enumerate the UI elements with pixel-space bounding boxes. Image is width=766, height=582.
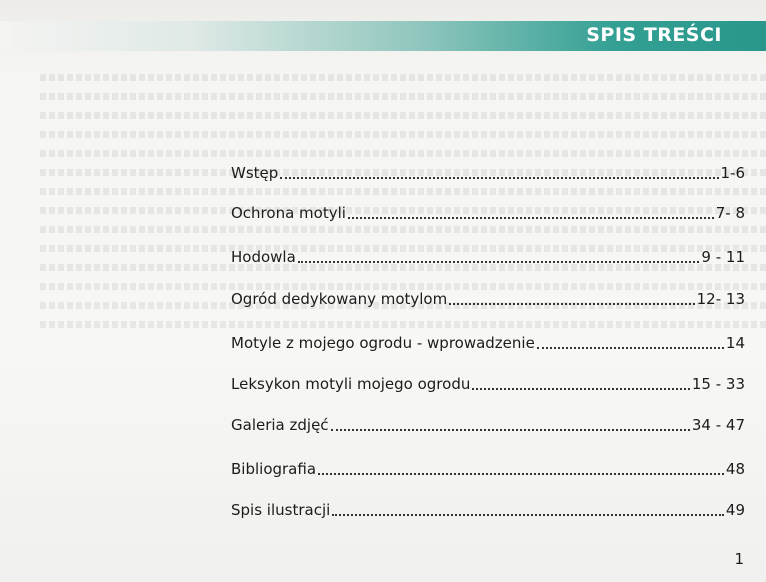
toc-entry-pages: 1-6	[720, 164, 745, 182]
page-number: 1	[734, 550, 744, 568]
toc-entry-pages: 12- 13	[696, 290, 745, 308]
toc-leader-dots	[449, 303, 694, 305]
toc-leader-dots	[348, 217, 714, 219]
toc-entry-label: Wstęp	[231, 164, 279, 182]
toc-leader-dots	[537, 347, 724, 349]
toc-entry-pages: 49	[725, 501, 745, 519]
toc-leader-dots	[280, 177, 718, 179]
toc-leader-dots	[318, 473, 724, 475]
toc-entry-pages: 48	[725, 460, 745, 478]
toc-entry-pages: 9 - 11	[701, 248, 745, 266]
toc-entry-motyle	[231, 333, 745, 353]
toc-leader-dots	[331, 429, 690, 431]
toc-entry-label: Motyle z mojego ogrodu - wprowadzenie	[231, 334, 535, 352]
toc-entry-bibliografia	[231, 459, 745, 479]
toc-entry-label: Galeria zdjęć	[231, 416, 329, 434]
toc-entry-label: Ochrona motyli	[231, 204, 346, 222]
toc-entry-label: Ogród dedykowany motylom	[231, 290, 448, 308]
toc-entry-pages: 15 - 33	[691, 375, 745, 393]
toc-entry-hodowla	[231, 247, 745, 267]
toc-entry-ochrona	[231, 203, 745, 223]
toc-entry-pages: 7- 8	[715, 204, 745, 222]
toc-entry-label: Spis ilustracji	[231, 501, 331, 519]
toc-entry-wstep	[231, 163, 745, 183]
toc-entry-galeria	[231, 415, 745, 435]
toc-entry-pages: 34 - 47	[691, 416, 745, 434]
toc-entry-label: Hodowla	[231, 248, 296, 266]
toc-entry-label: Bibliografia	[231, 460, 317, 478]
toc-leader-dots	[332, 514, 724, 516]
toc-entry-spis-ilustracji	[231, 500, 745, 520]
toc-entry-pages: 14	[725, 334, 745, 352]
page-title: SPIS TREŚCI	[586, 24, 722, 46]
toc-entry-label: Leksykon motyli mojego ogrodu	[231, 375, 471, 393]
toc-entry-ogrod	[231, 289, 745, 309]
toc-entry-leksykon	[231, 374, 745, 394]
toc-leader-dots	[298, 261, 700, 263]
toc-leader-dots	[472, 388, 690, 390]
